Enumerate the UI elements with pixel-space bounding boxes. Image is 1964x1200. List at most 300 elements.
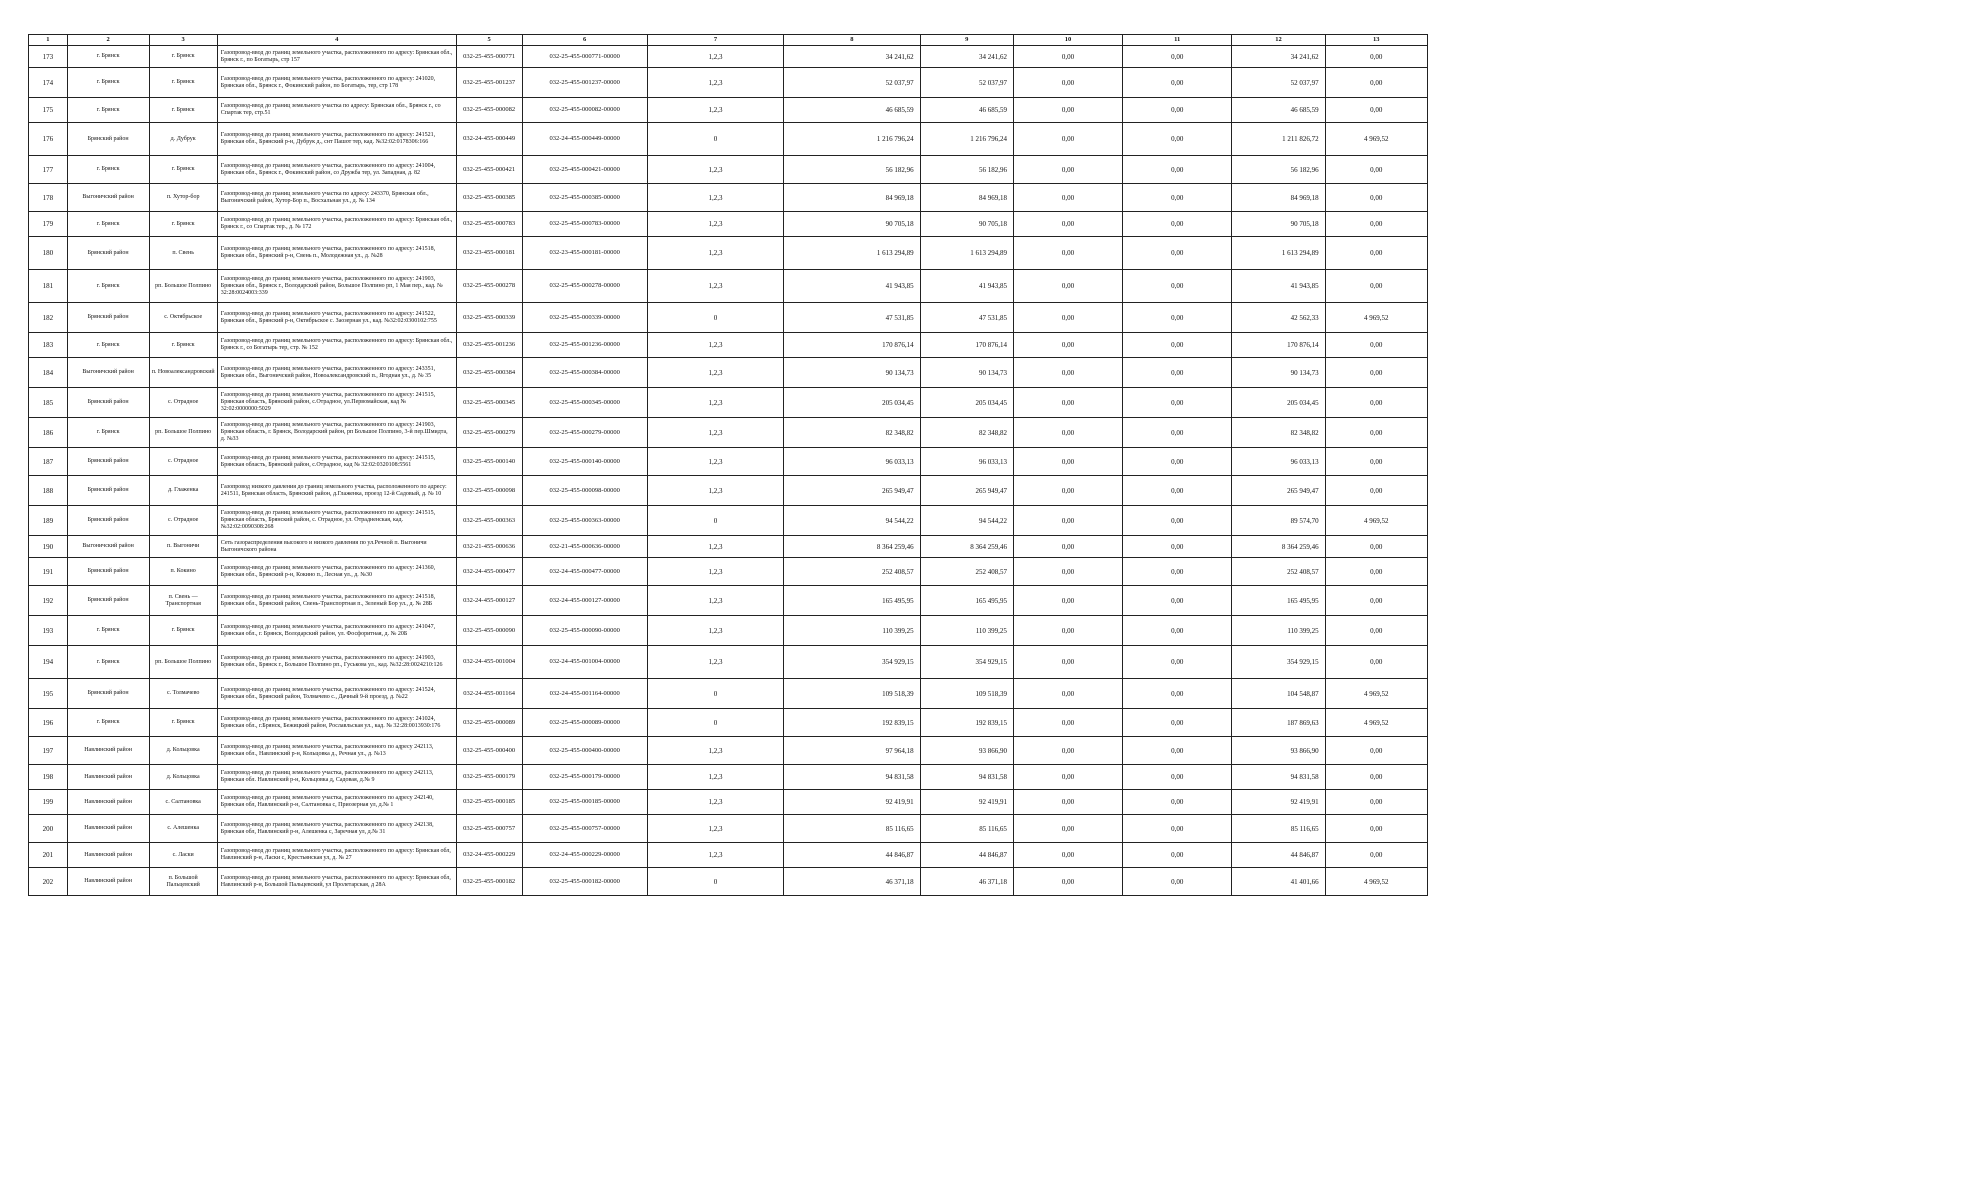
column-8-value: 96 033,13 bbox=[784, 448, 920, 476]
object-description: Газопровод-ввод до границ земельного участка, расположенного по адресу: 241518, Брянская обл., Брянский р-н, Свень п., Молодежная ул., д. №28 bbox=[217, 237, 456, 270]
column-13-value: 0,00 bbox=[1325, 843, 1427, 868]
column-header: 6 bbox=[522, 35, 647, 46]
table-row bbox=[29, 448, 1428, 476]
column-11-value: 0,00 bbox=[1123, 388, 1232, 418]
row-number: 200 bbox=[29, 815, 68, 843]
column-12-value: 354 929,15 bbox=[1232, 646, 1325, 679]
row-number: 198 bbox=[29, 765, 68, 790]
inventory-code: 032-24-455-001164 bbox=[456, 679, 522, 709]
column-12-value: 46 685,59 bbox=[1232, 98, 1325, 123]
object-description: Газопровод-ввод до границ земельного участка по адресу: 243370, Брянская обл., Выгоничский район, Хутор-Бор п., Восхальная ул., д. № 134 bbox=[217, 184, 456, 212]
locality-cell: с. Салтановка bbox=[149, 790, 217, 815]
column-11-value: 0,00 bbox=[1123, 790, 1232, 815]
full-code: 032-23-455-000181-00000 bbox=[522, 237, 647, 270]
column-11-value: 0,00 bbox=[1123, 679, 1232, 709]
column-header: 9 bbox=[920, 35, 1013, 46]
column-10-value: 0,00 bbox=[1013, 184, 1122, 212]
column-7-value: 0 bbox=[647, 709, 783, 737]
row-number: 190 bbox=[29, 536, 68, 558]
column-8-value: 44 846,87 bbox=[784, 843, 920, 868]
column-10-value: 0,00 bbox=[1013, 68, 1122, 98]
inventory-code: 032-25-455-000771 bbox=[456, 46, 522, 68]
locality-cell: д. Дубрук bbox=[149, 123, 217, 156]
row-number: 179 bbox=[29, 212, 68, 237]
locality-cell: рп. Большое Полпино bbox=[149, 270, 217, 303]
column-9-value: 1 216 796,24 bbox=[920, 123, 1013, 156]
column-13-value: 4 969,52 bbox=[1325, 709, 1427, 737]
column-8-value: 46 685,59 bbox=[784, 98, 920, 123]
column-10-value: 0,00 bbox=[1013, 388, 1122, 418]
locality-cell: с. Ласки bbox=[149, 843, 217, 868]
inventory-code: 032-25-455-000384 bbox=[456, 358, 522, 388]
column-9-value: 82 348,82 bbox=[920, 418, 1013, 448]
column-7-value: 1,2,3 bbox=[647, 558, 783, 586]
full-code: 032-25-455-000082-00000 bbox=[522, 98, 647, 123]
table-row bbox=[29, 46, 1428, 68]
row-number: 191 bbox=[29, 558, 68, 586]
inventory-code: 032-25-455-000179 bbox=[456, 765, 522, 790]
column-9-value: 110 399,25 bbox=[920, 616, 1013, 646]
column-10-value: 0,00 bbox=[1013, 448, 1122, 476]
column-10-value: 0,00 bbox=[1013, 709, 1122, 737]
column-9-value: 56 182,96 bbox=[920, 156, 1013, 184]
table-row bbox=[29, 506, 1428, 536]
object-description: Газопровод-ввод до границ земельного участка, расположенного по адресу: 241004, Брянская обл., Брянск г., Фокинский район, со Дружба тер, ул. Западная, д. 82 bbox=[217, 156, 456, 184]
object-description: Газопровод низкого давления до границ земельного участка, расположенного по адресу: 241511, Брянская область, Брянский район, д.Глаженка, проезд 12-й Садовый, д. № 10 bbox=[217, 476, 456, 506]
row-number: 174 bbox=[29, 68, 68, 98]
column-11-value: 0,00 bbox=[1123, 303, 1232, 333]
column-8-value: 56 182,96 bbox=[784, 156, 920, 184]
column-9-value: 354 929,15 bbox=[920, 646, 1013, 679]
column-7-value: 1,2,3 bbox=[647, 184, 783, 212]
column-8-value: 109 518,39 bbox=[784, 679, 920, 709]
column-11-value: 0,00 bbox=[1123, 476, 1232, 506]
column-12-value: 104 548,87 bbox=[1232, 679, 1325, 709]
district-cell: г. Брянск bbox=[67, 646, 149, 679]
inventory-code: 032-25-455-000140 bbox=[456, 448, 522, 476]
column-11-value: 0,00 bbox=[1123, 536, 1232, 558]
inventory-code: 032-25-455-000089 bbox=[456, 709, 522, 737]
locality-cell: г. Брянск bbox=[149, 709, 217, 737]
object-description: Газопровод-ввод до границ земельного участка, расположенного по адресу: Брянская обл., Брянск г., по Богатырь, стр 157 bbox=[217, 46, 456, 68]
full-code: 032-24-455-001004-00000 bbox=[522, 646, 647, 679]
column-10-value: 0,00 bbox=[1013, 123, 1122, 156]
header-row bbox=[29, 35, 1428, 46]
column-13-value: 0,00 bbox=[1325, 156, 1427, 184]
row-number: 193 bbox=[29, 616, 68, 646]
column-12-value: 90 705,18 bbox=[1232, 212, 1325, 237]
column-13-value: 4 969,52 bbox=[1325, 868, 1427, 896]
row-number: 176 bbox=[29, 123, 68, 156]
column-12-value: 170 876,14 bbox=[1232, 333, 1325, 358]
locality-cell: д. Глаженка bbox=[149, 476, 217, 506]
column-12-value: 1 613 294,89 bbox=[1232, 237, 1325, 270]
column-10-value: 0,00 bbox=[1013, 212, 1122, 237]
inventory-code: 032-25-455-000279 bbox=[456, 418, 522, 448]
column-10-value: 0,00 bbox=[1013, 536, 1122, 558]
column-11-value: 0,00 bbox=[1123, 815, 1232, 843]
full-code: 032-24-455-000127-00000 bbox=[522, 586, 647, 616]
column-13-value: 0,00 bbox=[1325, 616, 1427, 646]
column-7-value: 1,2,3 bbox=[647, 156, 783, 184]
column-10-value: 0,00 bbox=[1013, 815, 1122, 843]
object-description: Газопровод-ввод до границ земельного участка, расположенного по адресу: 241518, Брянская обл., Брянский район, Свень-Транспортная п., Зеленый Бор ул., д. № 28Б bbox=[217, 586, 456, 616]
district-cell: Брянский район bbox=[67, 448, 149, 476]
column-11-value: 0,00 bbox=[1123, 68, 1232, 98]
column-11-value: 0,00 bbox=[1123, 448, 1232, 476]
table-row bbox=[29, 868, 1428, 896]
locality-cell: с. Отрадное bbox=[149, 388, 217, 418]
inventory-code: 032-25-455-000339 bbox=[456, 303, 522, 333]
column-9-value: 52 037,97 bbox=[920, 68, 1013, 98]
table-row bbox=[29, 184, 1428, 212]
column-11-value: 0,00 bbox=[1123, 737, 1232, 765]
table-row bbox=[29, 476, 1428, 506]
column-header: 2 bbox=[67, 35, 149, 46]
district-cell: Брянский район bbox=[67, 558, 149, 586]
object-description: Газопровод-ввод до границ земельного участка, расположенного по адресу: 241903, Брянская обл., Брянск г., Большое Полпино рп., Гуськова ул., кад. №32:28:0024210:126 bbox=[217, 646, 456, 679]
column-8-value: 47 531,85 bbox=[784, 303, 920, 333]
column-header: 4 bbox=[217, 35, 456, 46]
locality-cell: д. Кольцовка bbox=[149, 737, 217, 765]
column-12-value: 92 419,91 bbox=[1232, 790, 1325, 815]
table-row bbox=[29, 616, 1428, 646]
full-code: 032-25-455-000783-00000 bbox=[522, 212, 647, 237]
column-8-value: 46 371,18 bbox=[784, 868, 920, 896]
full-code: 032-25-455-000279-00000 bbox=[522, 418, 647, 448]
column-9-value: 1 613 294,89 bbox=[920, 237, 1013, 270]
column-9-value: 205 034,45 bbox=[920, 388, 1013, 418]
column-13-value: 0,00 bbox=[1325, 476, 1427, 506]
column-12-value: 41 943,85 bbox=[1232, 270, 1325, 303]
column-13-value: 0,00 bbox=[1325, 558, 1427, 586]
object-description: Сеть газораспределения высокого и низкого давления по ул.Речной п. Выгоничи Выгоничского района bbox=[217, 536, 456, 558]
column-7-value: 1,2,3 bbox=[647, 476, 783, 506]
inventory-code: 032-25-455-000182 bbox=[456, 868, 522, 896]
column-10-value: 0,00 bbox=[1013, 616, 1122, 646]
column-7-value: 0 bbox=[647, 679, 783, 709]
column-9-value: 41 943,85 bbox=[920, 270, 1013, 303]
locality-cell: п. Свень — Транспортная bbox=[149, 586, 217, 616]
column-13-value: 0,00 bbox=[1325, 212, 1427, 237]
inventory-code: 032-21-455-000636 bbox=[456, 536, 522, 558]
object-description: Газопровод-ввод до границ земельного участка, расположенного по адресу: Брянская обл., Брянск г., со Богатырь тер, стр. № 152 bbox=[217, 333, 456, 358]
object-description: Газопровод-ввод до границ земельного участка, расположенного по адресу: 241524, Брянская обл., Брянский район, Толмачево с., Дачный 9-й проезд, д. №22 bbox=[217, 679, 456, 709]
column-7-value: 1,2,3 bbox=[647, 212, 783, 237]
locality-cell: рп. Большое Полпино bbox=[149, 418, 217, 448]
column-10-value: 0,00 bbox=[1013, 476, 1122, 506]
column-7-value: 1,2,3 bbox=[647, 388, 783, 418]
district-cell: Брянский район bbox=[67, 476, 149, 506]
district-cell: Навлинский район bbox=[67, 765, 149, 790]
full-code: 032-24-455-000477-00000 bbox=[522, 558, 647, 586]
column-8-value: 41 943,85 bbox=[784, 270, 920, 303]
column-12-value: 8 364 259,46 bbox=[1232, 536, 1325, 558]
register-sheet bbox=[28, 34, 1428, 896]
row-number: 180 bbox=[29, 237, 68, 270]
column-7-value: 1,2,3 bbox=[647, 98, 783, 123]
column-13-value: 4 969,52 bbox=[1325, 506, 1427, 536]
column-8-value: 97 964,18 bbox=[784, 737, 920, 765]
row-number: 187 bbox=[29, 448, 68, 476]
district-cell: г. Брянск bbox=[67, 270, 149, 303]
district-cell: Навлинский район bbox=[67, 737, 149, 765]
full-code: 032-25-455-000757-00000 bbox=[522, 815, 647, 843]
inventory-code: 032-25-455-001236 bbox=[456, 333, 522, 358]
column-11-value: 0,00 bbox=[1123, 506, 1232, 536]
column-10-value: 0,00 bbox=[1013, 358, 1122, 388]
column-12-value: 41 401,66 bbox=[1232, 868, 1325, 896]
object-description: Газопровод-ввод до границ земельного участка, расположенного по адресу: 241020, Брянская обл., Брянск г., Фокинский район, по Богатырь, тер, стр 178 bbox=[217, 68, 456, 98]
row-number: 184 bbox=[29, 358, 68, 388]
column-7-value: 1,2,3 bbox=[647, 418, 783, 448]
column-12-value: 52 037,97 bbox=[1232, 68, 1325, 98]
column-header: 1 bbox=[29, 35, 68, 46]
district-cell: Брянский район bbox=[67, 586, 149, 616]
object-description: Газопровод-ввод до границ земельного участка, расположенного по адресу 242113, Брянская обл., Навлинский р-н, Кольцовка д., Речная ул., д. №13 bbox=[217, 737, 456, 765]
column-11-value: 0,00 bbox=[1123, 765, 1232, 790]
full-code: 032-25-455-000098-00000 bbox=[522, 476, 647, 506]
full-code: 032-25-455-000400-00000 bbox=[522, 737, 647, 765]
row-number: 194 bbox=[29, 646, 68, 679]
row-number: 188 bbox=[29, 476, 68, 506]
column-13-value: 4 969,52 bbox=[1325, 123, 1427, 156]
locality-cell: г. Брянск bbox=[149, 156, 217, 184]
object-description: Газопровод-ввод до границ земельного участка, расположенного по адресу 242138, Брянская обл, Навлинский р-н, Алешенка с, Заречная ул, д.№ 31 bbox=[217, 815, 456, 843]
row-number: 181 bbox=[29, 270, 68, 303]
table-row bbox=[29, 303, 1428, 333]
locality-cell: г. Брянск bbox=[149, 333, 217, 358]
object-description: Газопровод-ввод до границ земельного участка, расположенного по адресу: 241522, Брянская обл., Брянский р-н, Октябрьское с. Заозерная ул., кад. №32:02:0300102:755 bbox=[217, 303, 456, 333]
column-9-value: 109 518,39 bbox=[920, 679, 1013, 709]
column-10-value: 0,00 bbox=[1013, 506, 1122, 536]
column-8-value: 90 705,18 bbox=[784, 212, 920, 237]
column-7-value: 0 bbox=[647, 506, 783, 536]
object-description: Газопровод-ввод до границ земельного участка, расположенного по адресу: 241515, Брянская область, Брянский район, с.Отрадное, кад № 32:02:0320108:5561 bbox=[217, 448, 456, 476]
column-12-value: 110 399,25 bbox=[1232, 616, 1325, 646]
column-12-value: 93 866,90 bbox=[1232, 737, 1325, 765]
column-11-value: 0,00 bbox=[1123, 418, 1232, 448]
column-11-value: 0,00 bbox=[1123, 98, 1232, 123]
column-10-value: 0,00 bbox=[1013, 98, 1122, 123]
column-8-value: 165 495,95 bbox=[784, 586, 920, 616]
column-12-value: 84 969,18 bbox=[1232, 184, 1325, 212]
district-cell: г. Брянск bbox=[67, 333, 149, 358]
inventory-code: 032-24-455-000477 bbox=[456, 558, 522, 586]
column-9-value: 44 846,87 bbox=[920, 843, 1013, 868]
column-13-value: 0,00 bbox=[1325, 270, 1427, 303]
table-row bbox=[29, 123, 1428, 156]
row-number: 202 bbox=[29, 868, 68, 896]
column-12-value: 56 182,96 bbox=[1232, 156, 1325, 184]
column-7-value: 1,2,3 bbox=[647, 737, 783, 765]
column-8-value: 52 037,97 bbox=[784, 68, 920, 98]
full-code: 032-21-455-000636-00000 bbox=[522, 536, 647, 558]
column-10-value: 0,00 bbox=[1013, 237, 1122, 270]
inventory-code: 032-25-455-000278 bbox=[456, 270, 522, 303]
full-code: 032-25-455-000345-00000 bbox=[522, 388, 647, 418]
column-10-value: 0,00 bbox=[1013, 46, 1122, 68]
column-9-value: 46 685,59 bbox=[920, 98, 1013, 123]
row-number: 175 bbox=[29, 98, 68, 123]
district-cell: Брянский район bbox=[67, 237, 149, 270]
column-8-value: 84 969,18 bbox=[784, 184, 920, 212]
locality-cell: с. Отрадное bbox=[149, 448, 217, 476]
column-header: 7 bbox=[647, 35, 783, 46]
column-9-value: 165 495,95 bbox=[920, 586, 1013, 616]
column-11-value: 0,00 bbox=[1123, 333, 1232, 358]
full-code: 032-25-455-000140-00000 bbox=[522, 448, 647, 476]
column-7-value: 1,2,3 bbox=[647, 333, 783, 358]
column-12-value: 82 348,82 bbox=[1232, 418, 1325, 448]
column-9-value: 92 419,91 bbox=[920, 790, 1013, 815]
column-10-value: 0,00 bbox=[1013, 843, 1122, 868]
column-13-value: 0,00 bbox=[1325, 418, 1427, 448]
column-12-value: 42 562,33 bbox=[1232, 303, 1325, 333]
inventory-code: 032-25-455-000098 bbox=[456, 476, 522, 506]
register-table bbox=[28, 34, 1428, 896]
column-9-value: 93 866,90 bbox=[920, 737, 1013, 765]
column-13-value: 0,00 bbox=[1325, 333, 1427, 358]
column-10-value: 0,00 bbox=[1013, 586, 1122, 616]
table-row bbox=[29, 558, 1428, 586]
column-8-value: 354 929,15 bbox=[784, 646, 920, 679]
table-row bbox=[29, 156, 1428, 184]
locality-cell: г. Брянск bbox=[149, 98, 217, 123]
district-cell: Брянский район bbox=[67, 506, 149, 536]
column-9-value: 94 544,22 bbox=[920, 506, 1013, 536]
column-8-value: 205 034,45 bbox=[784, 388, 920, 418]
locality-cell: рп. Большое Полпино bbox=[149, 646, 217, 679]
inventory-code: 032-24-455-000229 bbox=[456, 843, 522, 868]
column-13-value: 0,00 bbox=[1325, 98, 1427, 123]
column-8-value: 85 116,65 bbox=[784, 815, 920, 843]
object-description: Газопровод-ввод до границ земельного участка, расположенного по адресу 242140, Брянская обл, Навлинский р-н, Салтановка с, Приозерная ул, д.№ 1 bbox=[217, 790, 456, 815]
row-number: 182 bbox=[29, 303, 68, 333]
column-7-value: 1,2,3 bbox=[647, 270, 783, 303]
column-11-value: 0,00 bbox=[1123, 237, 1232, 270]
table-row bbox=[29, 98, 1428, 123]
locality-cell: г. Брянск bbox=[149, 616, 217, 646]
column-10-value: 0,00 bbox=[1013, 868, 1122, 896]
table-row bbox=[29, 679, 1428, 709]
column-13-value: 0,00 bbox=[1325, 388, 1427, 418]
locality-cell: п. Хутор-бор bbox=[149, 184, 217, 212]
column-9-value: 84 969,18 bbox=[920, 184, 1013, 212]
column-11-value: 0,00 bbox=[1123, 270, 1232, 303]
locality-cell: с. Отрадное bbox=[149, 506, 217, 536]
column-8-value: 82 348,82 bbox=[784, 418, 920, 448]
column-12-value: 1 211 826,72 bbox=[1232, 123, 1325, 156]
column-7-value: 1,2,3 bbox=[647, 843, 783, 868]
column-13-value: 0,00 bbox=[1325, 790, 1427, 815]
column-13-value: 0,00 bbox=[1325, 358, 1427, 388]
table-row bbox=[29, 737, 1428, 765]
column-12-value: 94 831,58 bbox=[1232, 765, 1325, 790]
table-row bbox=[29, 709, 1428, 737]
column-11-value: 0,00 bbox=[1123, 184, 1232, 212]
table-row bbox=[29, 646, 1428, 679]
district-cell: г. Брянск bbox=[67, 98, 149, 123]
column-13-value: 0,00 bbox=[1325, 448, 1427, 476]
column-11-value: 0,00 bbox=[1123, 616, 1232, 646]
row-number: 197 bbox=[29, 737, 68, 765]
column-9-value: 90 134,73 bbox=[920, 358, 1013, 388]
column-11-value: 0,00 bbox=[1123, 46, 1232, 68]
column-13-value: 0,00 bbox=[1325, 765, 1427, 790]
full-code: 032-25-455-000421-00000 bbox=[522, 156, 647, 184]
full-code: 032-25-455-000090-00000 bbox=[522, 616, 647, 646]
object-description: Газопровод-ввод до границ земельного участка, расположенного по адресу: 241515, Брянская область, Брянский район, с. Отрадное, ул. Отрадненская, кад. №32:02:0090308:268 bbox=[217, 506, 456, 536]
full-code: 032-24-455-001164-00000 bbox=[522, 679, 647, 709]
row-number: 195 bbox=[29, 679, 68, 709]
row-number: 189 bbox=[29, 506, 68, 536]
object-description: Газопровод-ввод до границ земельного участка по адресу: Брянская обл., Брянск г., со Спартак тер, стр.51 bbox=[217, 98, 456, 123]
column-9-value: 46 371,18 bbox=[920, 868, 1013, 896]
table-row bbox=[29, 536, 1428, 558]
row-number: 173 bbox=[29, 46, 68, 68]
inventory-code: 032-25-455-000385 bbox=[456, 184, 522, 212]
column-11-value: 0,00 bbox=[1123, 123, 1232, 156]
district-cell: г. Брянск bbox=[67, 709, 149, 737]
column-7-value: 1,2,3 bbox=[647, 586, 783, 616]
inventory-code: 032-24-455-000127 bbox=[456, 586, 522, 616]
district-cell: Навлинский район bbox=[67, 790, 149, 815]
column-header: 3 bbox=[149, 35, 217, 46]
column-10-value: 0,00 bbox=[1013, 679, 1122, 709]
district-cell: Навлинский район bbox=[67, 843, 149, 868]
column-8-value: 8 364 259,46 bbox=[784, 536, 920, 558]
column-9-value: 85 116,65 bbox=[920, 815, 1013, 843]
row-number: 201 bbox=[29, 843, 68, 868]
column-12-value: 187 869,63 bbox=[1232, 709, 1325, 737]
column-10-value: 0,00 bbox=[1013, 646, 1122, 679]
full-code: 032-24-455-000449-00000 bbox=[522, 123, 647, 156]
locality-cell: п. Большой Пальцевский bbox=[149, 868, 217, 896]
column-13-value: 0,00 bbox=[1325, 237, 1427, 270]
district-cell: Брянский район bbox=[67, 123, 149, 156]
column-12-value: 90 134,73 bbox=[1232, 358, 1325, 388]
column-13-value: 4 969,52 bbox=[1325, 303, 1427, 333]
district-cell: Выгоничский район bbox=[67, 358, 149, 388]
column-10-value: 0,00 bbox=[1013, 333, 1122, 358]
object-description: Газопровод-ввод до границ земельного участка, расположенного по адресу: 241047, Брянская обл., г. Брянск, Володарский район, ул. Фосфоритная, д. № 20Б bbox=[217, 616, 456, 646]
inventory-code: 032-25-455-000345 bbox=[456, 388, 522, 418]
table-row bbox=[29, 358, 1428, 388]
column-13-value: 0,00 bbox=[1325, 646, 1427, 679]
locality-cell: п. Выгоничи bbox=[149, 536, 217, 558]
table-body bbox=[29, 46, 1428, 896]
locality-cell: п. Свень bbox=[149, 237, 217, 270]
district-cell: Брянский район bbox=[67, 388, 149, 418]
table-row bbox=[29, 815, 1428, 843]
column-9-value: 170 876,14 bbox=[920, 333, 1013, 358]
column-12-value: 265 949,47 bbox=[1232, 476, 1325, 506]
column-10-value: 0,00 bbox=[1013, 303, 1122, 333]
object-description: Газопровод-ввод до границ земельного участка, расположенного по адресу: 243351, Брянская обл., Выгоничский район, Новоалександровский п., Ягодная ул., д. № 35 bbox=[217, 358, 456, 388]
column-13-value: 4 969,52 bbox=[1325, 679, 1427, 709]
object-description: Газопровод-ввод до границ земельного участка, расположенного по адресу: Брянская обл, Навлинский р-н, Большой Пальцевский, ул Пролетарская, д 28А bbox=[217, 868, 456, 896]
column-8-value: 1 613 294,89 bbox=[784, 237, 920, 270]
column-12-value: 252 408,57 bbox=[1232, 558, 1325, 586]
inventory-code: 032-25-455-000082 bbox=[456, 98, 522, 123]
column-7-value: 1,2,3 bbox=[647, 536, 783, 558]
column-7-value: 0 bbox=[647, 303, 783, 333]
column-10-value: 0,00 bbox=[1013, 790, 1122, 815]
object-description: Газопровод-ввод до границ земельного участка, расположенного по адресу: 241515, Брянская область, Брянский район, с.Отрадное, ул.Первомайская, кад № 32:02:0000000:5029 bbox=[217, 388, 456, 418]
full-code: 032-25-455-000339-00000 bbox=[522, 303, 647, 333]
column-header: 11 bbox=[1123, 35, 1232, 46]
